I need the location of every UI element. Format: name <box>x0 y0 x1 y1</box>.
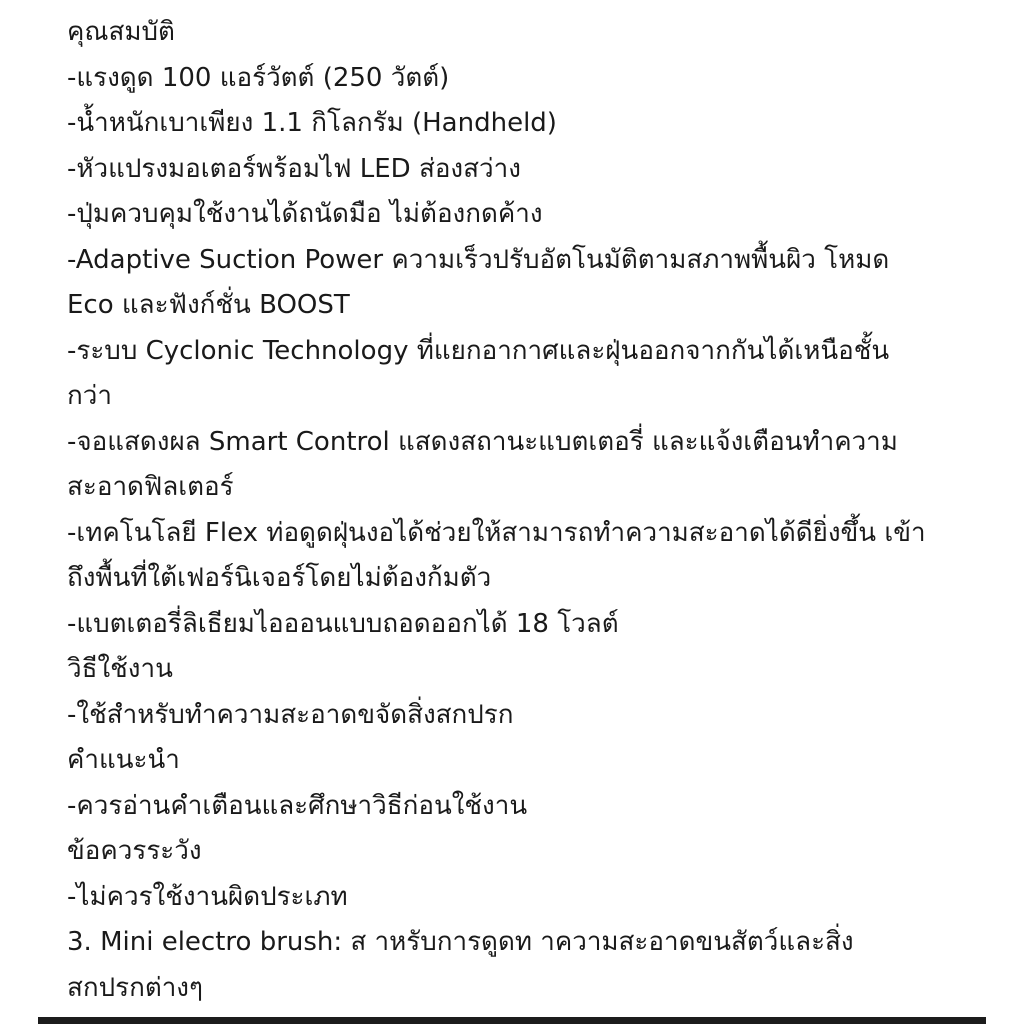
feature-cyclonic: -ระบบ Cyclonic Technology ที่แยกอากาศและฝุ่นออกจากกันได้เหนือชั้น <box>67 335 890 366</box>
heading-features: คุณสมบัติ <box>67 17 175 47</box>
feature-control-button: -ปุ่มควบคุมใช้งานได้ถนัดมือ ไม่ต้องกดค้าง <box>67 199 543 229</box>
mini-electro-brush-item: 3. Mini electro brush: ส าหรับการดูดท าความสะอาดขนสัตว์และสิ่ง <box>67 927 854 957</box>
feature-weight: -น้ำหนักเบาเพียง 1.1 กิโลกรัม (Handheld) <box>67 108 557 138</box>
heading-caution: ข้อควรระวัง <box>67 836 202 866</box>
feature-cyclonic-cont: กว่า <box>67 381 112 411</box>
feature-battery: -แบตเตอรี่ลิเธียมไอออนแบบถอดออกได้ 18 โวลต์ <box>67 608 619 639</box>
caution-item: -ไม่ควรใช้งานผิดประเภท <box>67 881 348 912</box>
bottom-divider-bar <box>38 1017 986 1024</box>
feature-flex-cont: ถึงพื้นที่ใต้เฟอร์นิเจอร์โดยไม่ต้องก้มตัว <box>67 563 492 593</box>
feature-adaptive-suction: -Adaptive Suction Power ความเร็วปรับอัตโนมัติตามสภาพพื้นผิว โหมด <box>67 244 890 275</box>
feature-smart-control: -จอแสดงผล Smart Control แสดงสถานะแบตเตอรี่ และแจ้งเตือนทำความ <box>67 426 898 457</box>
feature-smart-control-cont: สะอาดฟิลเตอร์ <box>67 472 234 502</box>
heading-advice: คำแนะนำ <box>67 745 180 775</box>
advice-item: -ควรอ่านคำเตือนและศึกษาวิธีก่อนใช้งาน <box>67 790 528 821</box>
feature-led-brush: -หัวแปรงมอเตอร์พร้อมไฟ LED ส่องสว่าง <box>67 153 521 184</box>
feature-flex: -เทคโนโลยี Flex ท่อดูดฝุ่นงอได้ช่วยให้สามารถทำความสะอาดได้ดียิ่งขึ้น เข้า <box>67 517 926 548</box>
product-description-text <box>67 10 967 1011</box>
feature-suction-power: -แรงดูด 100 แอร์วัตต์ (250 วัตต์) <box>67 62 450 93</box>
feature-adaptive-suction-cont: Eco และฟังก์ชั่น BOOST <box>67 290 350 320</box>
usage-item: -ใช้สำหรับทำความสะอาดขจัดสิ่งสกปรก <box>67 699 514 730</box>
heading-usage: วิธีใช้งาน <box>67 654 173 684</box>
mini-electro-brush-item-cont: สกปรกต่างๆ <box>67 972 203 1003</box>
